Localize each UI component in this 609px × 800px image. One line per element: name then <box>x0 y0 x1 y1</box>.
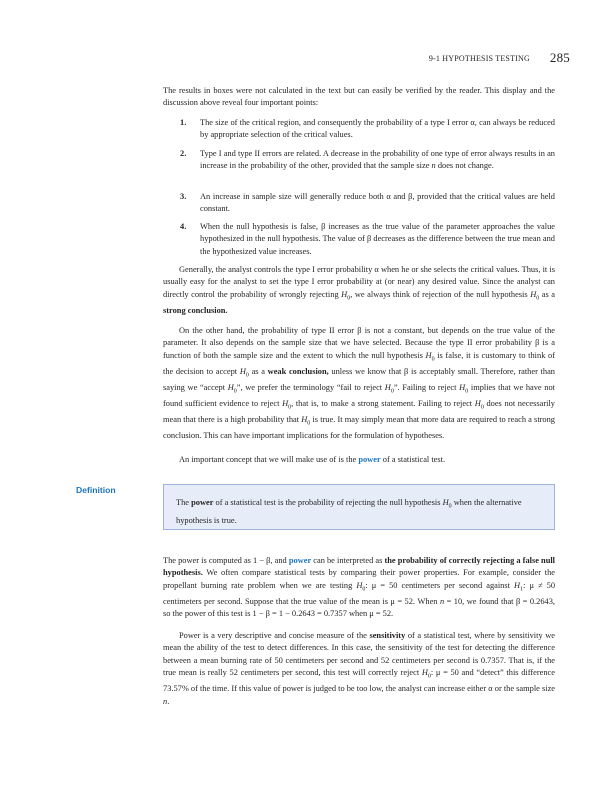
power-link[interactable]: power <box>288 556 312 565</box>
list-item <box>180 117 555 142</box>
definition-box <box>163 484 555 530</box>
list-item <box>180 221 555 258</box>
running-head: 9-1 HYPOTHESIS TESTING <box>428 54 530 63</box>
list-text: When the null hypothesis is false, β increases as the true value of the parameter approaches the value hypothesized in the null hypothesis. The value of β decreases as the difference between the true mean and the hypothesized value increases. <box>200 222 555 256</box>
term-sensitivity: sensitivity <box>369 631 406 640</box>
definition-heading: Definition <box>76 485 116 495</box>
paragraph-power-computation: The power is computed as 1 − β, and power can be interpreted as the probability of correctly rejecting a false null hypothesis. We often compare statistical tests by comparing their power properties. For example, consider the propellant burning rate problem when we are testing $H_0$: μ = 50 centimeters per second against $H_1$: μ ≠ 50 centimeters per second. Suppose that the true value of the mean is μ = 52. When n = 10, we found that β = 0.2643, so the power of this test is 1 − β = 1 − 0.2643 = 0.7357 when μ = 52. <box>163 556 556 619</box>
term-power: power <box>191 498 214 507</box>
term-correct-rejection: the probability of correctly rejecting a false null hypothesis. <box>163 556 556 578</box>
list-text: Type I and type II errors are related. A decrease in the probability of one type of error always results in an increase in the probability of the other, provided that the sample size n does not change. <box>200 149 555 171</box>
list-number: 2. <box>180 149 187 158</box>
running-header <box>420 50 570 66</box>
term-strong-conclusion: strong conclusion. <box>163 305 228 315</box>
paragraph-weak-conclusion: On the other hand, the probability of type II error β is not a constant, but depends on the true value of the parameter. It also depends on the sample size that we have selected. Because the type II error probability β is a function of both the sample size and the extent to which the null hypothesis $H_0$ is false, it is customary to think of the decision to accept $H_0$ as a weak conclusion, unless we know that β is acceptably small. Therefore, rather than saying we “accept $H_0$”, we prefer the terminology “fail to reject $H_0$”. Failing to reject $H_0$ implies that we have not found sufficient evidence to reject $H_0$, that is, to make a strong statement. Failing to reject $H_0$ does not necessarily mean that there is a high probability that $H_0$ is true. It may simply mean that more data are required to reach a strong conclusion. This can have important implications for the formulation of hypotheses. <box>163 326 555 441</box>
list-text: The size of the critical region, and consequently the probability of a type I error α, can always be reduced by appropriate selection of the critical values. <box>200 118 555 140</box>
intro-text: The results in boxes were not calculated in the text but can easily be verified by the reader. This display and the discussion above reveal four important points: <box>163 86 555 108</box>
list-item <box>180 148 555 173</box>
list-item <box>180 191 555 216</box>
list-number: 1. <box>180 118 187 127</box>
page-number: 285 <box>549 50 570 65</box>
paragraph-sensitivity: Power is a very descriptive and concise measure of the sensitivity of a statistical test, where by sensitivity we mean the ability of the test to detect differences. In this case, the sensitivity of the test for detecting the difference between a mean burning rate of 50 centimeters per second and 52 centimeters per second is 0.7357. That is, if the true mean is really 52 centimeters per second, this test will correctly reject $H_0$: μ = 50 and “detect” this difference 73.57% of the time. If this value of power is judged to be too low, the analyst can increase either α or the sample size n. <box>163 631 556 706</box>
term-weak-conclusion: weak conclusion, <box>267 366 329 376</box>
power-link[interactable]: power <box>358 455 381 464</box>
paragraph-strong-conclusion: Generally, the analyst controls the type I error probability α when he or she selects the critical values. Thus, it is usually easy for the analyst to set the type I error probability at (or near) any desired value. Since the analyst can directly control the probability of wrongly rejecting $H_0$, we always think of rejection of the null hypothesis $H_0$ as a strong conclusion. <box>163 265 555 315</box>
definition-text: The power of a statistical test is the probability of rejecting the null hypothesis $H_0$ when the alternative hypothesis is true. <box>176 498 522 525</box>
paragraph-power-intro: An important concept that we will make use of is the power of a statistical test. <box>179 455 446 464</box>
intro-paragraph <box>163 85 555 110</box>
list-number: 4. <box>180 222 187 231</box>
list-text: An increase in sample size will generally reduce both α and β, provided that the critical values are held constant. <box>200 192 555 214</box>
list-number: 3. <box>180 192 187 201</box>
